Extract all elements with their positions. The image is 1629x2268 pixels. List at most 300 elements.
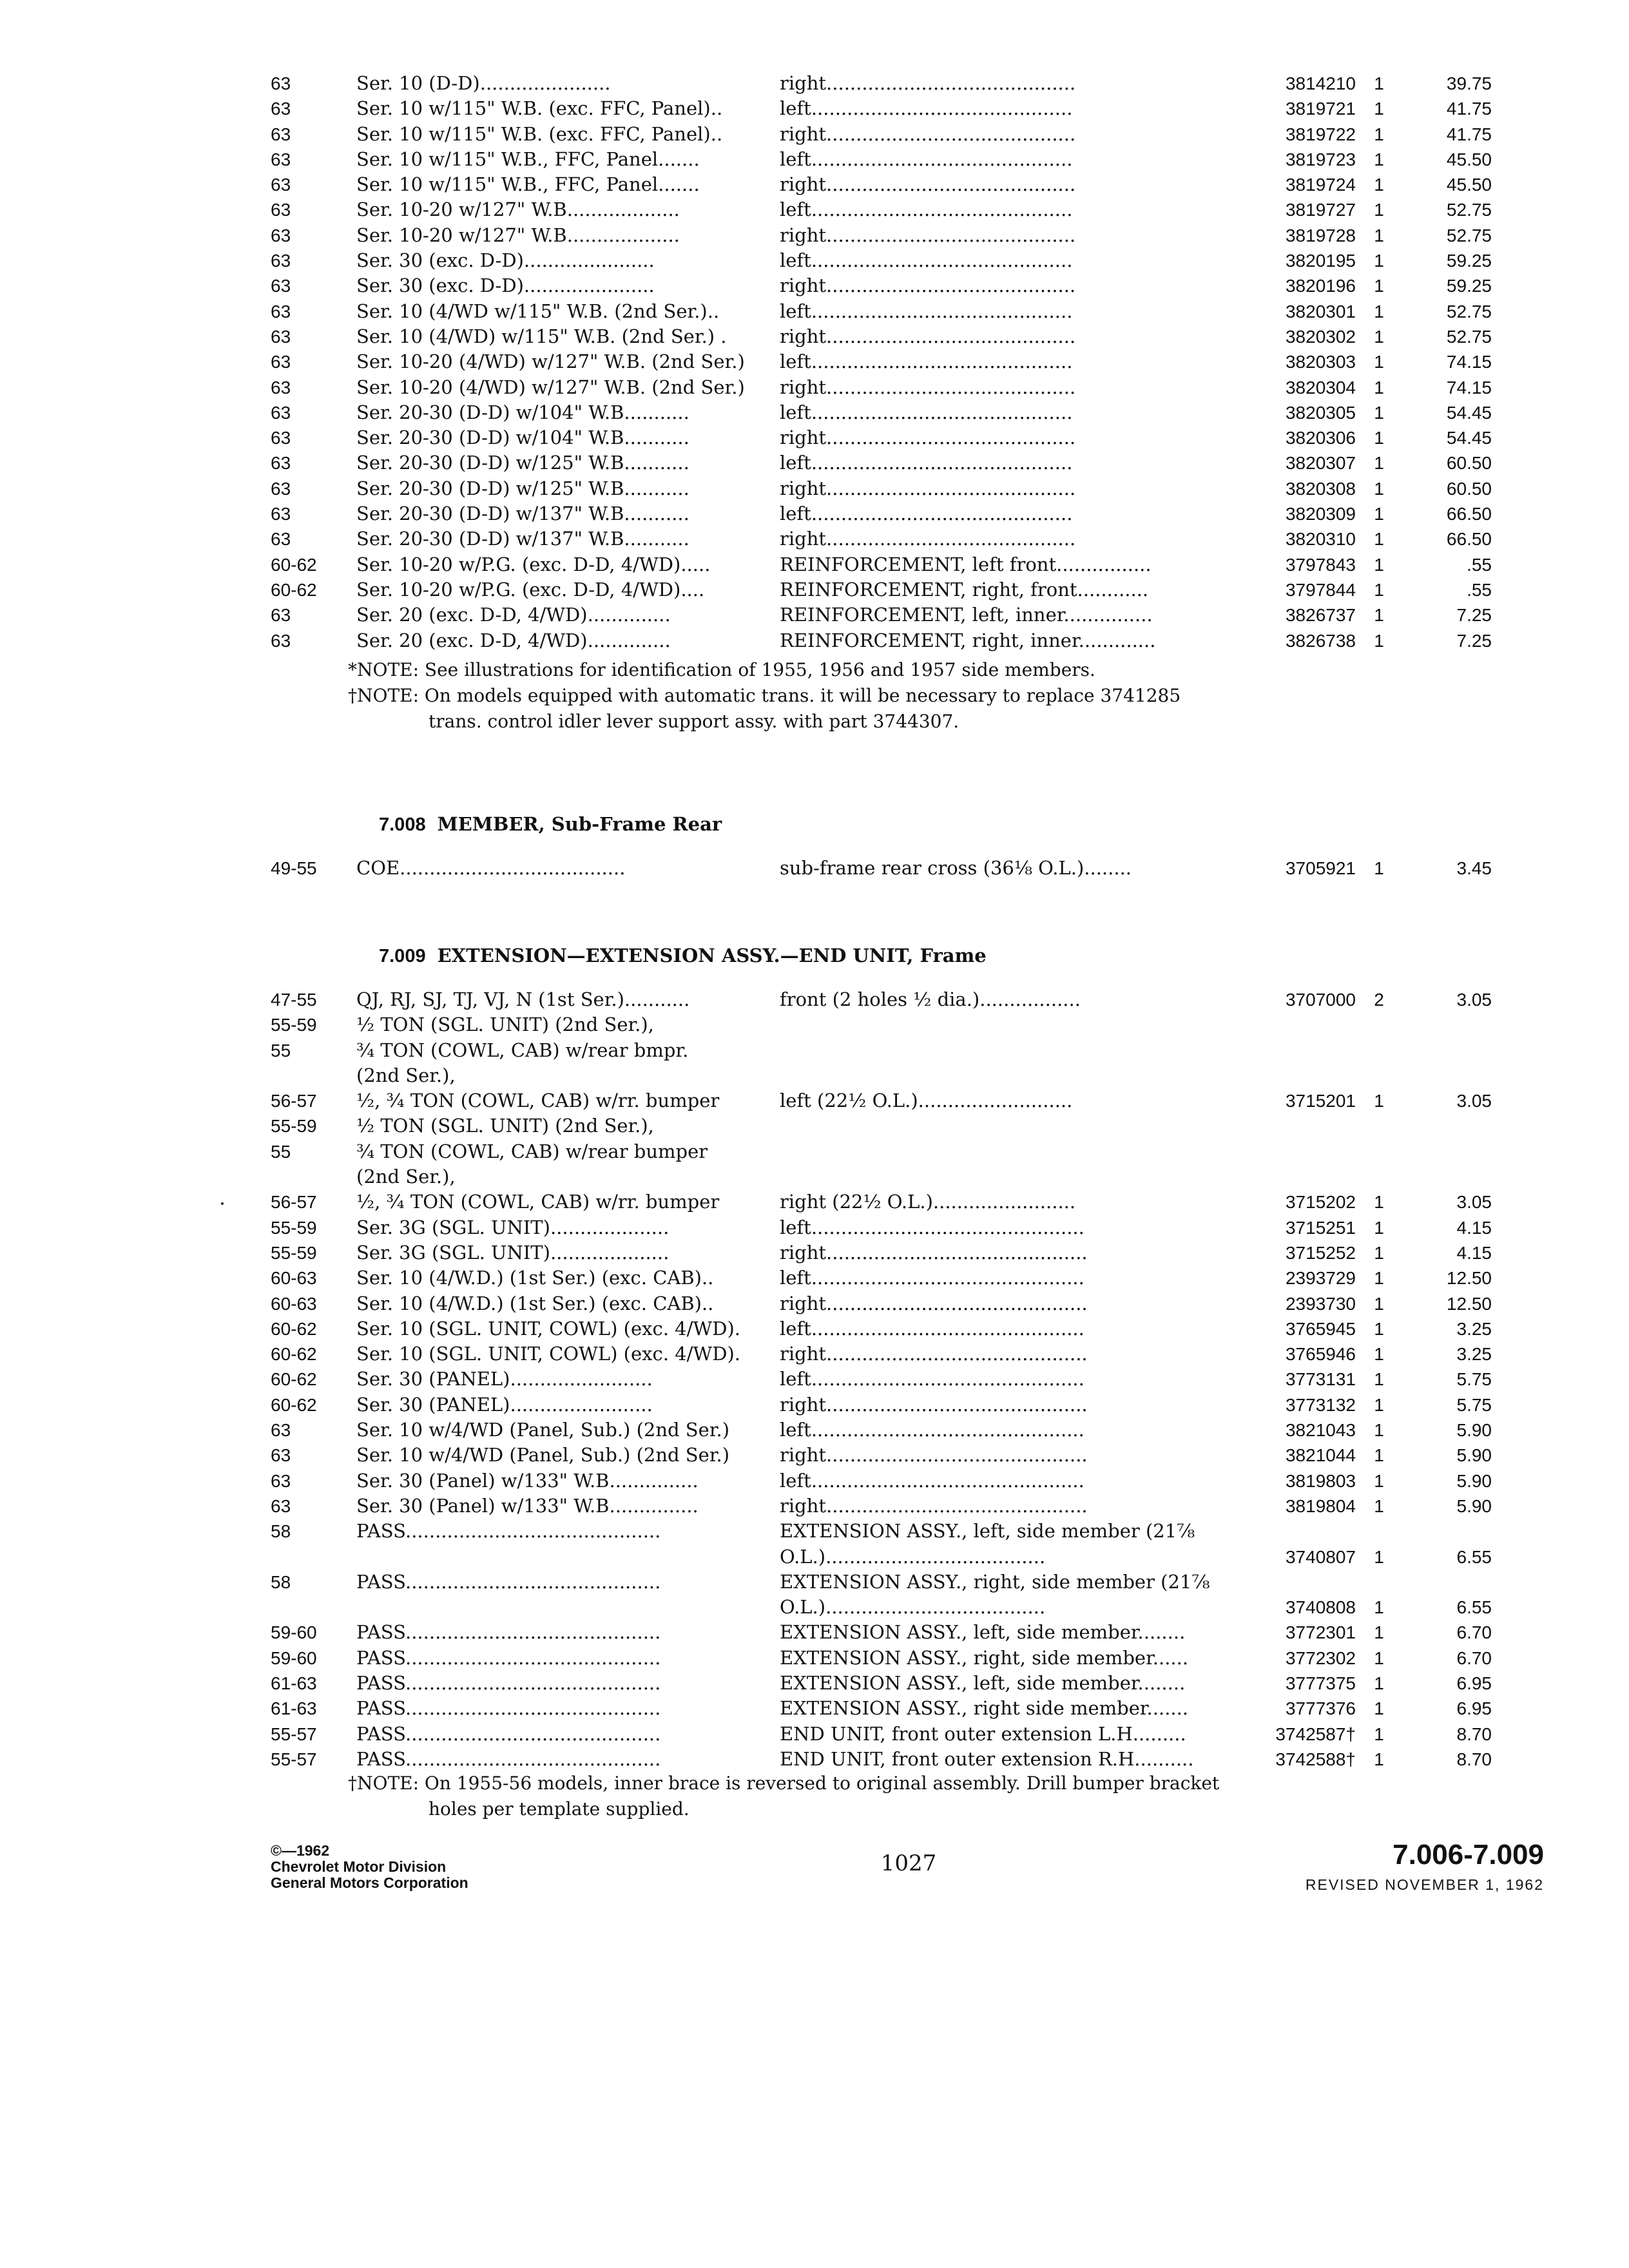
price-cell: .55 <box>1467 579 1492 600</box>
model-cell: Ser. 10 w/4/WD (Panel, Sub.) (2nd Ser.) <box>356 1419 730 1441</box>
table-row <box>271 1519 1489 1544</box>
part-number-cell: 3819722 <box>1285 124 1356 144</box>
price-cell: 6.55 <box>1456 1597 1492 1618</box>
price-cell: 66.50 <box>1446 529 1492 550</box>
part-number-cell: 2393730 <box>1285 1293 1356 1314</box>
quantity-cell: 1 <box>1374 554 1384 575</box>
year-cell: 63 <box>271 478 291 499</box>
quantity-cell: 1 <box>1374 630 1384 651</box>
description-cell: END UNIT, front outer extension L.H......... <box>780 1722 1186 1745</box>
description-cell: O.L.)..................................... <box>780 1545 1046 1568</box>
model-cell: Ser. 10-20 w/127" W.B................... <box>356 198 680 221</box>
note-inner-brace-cont: holes per template supplied. <box>429 1798 689 1820</box>
description-cell: EXTENSION ASSY., left, side member........ <box>780 1621 1186 1644</box>
section-number: 7.008 <box>379 814 426 835</box>
revision-date: REVISED NOVEMBER 1, 1962 <box>1305 1876 1544 1893</box>
table-row <box>271 1392 1492 1418</box>
price-cell: 7.25 <box>1456 630 1492 651</box>
part-number-cell: 3819803 <box>1285 1470 1356 1491</box>
year-cell: 55-59 <box>271 1217 317 1238</box>
table-row <box>271 1291 1492 1316</box>
year-cell: 55 <box>271 1040 291 1061</box>
model-cell: Ser. 20-30 (D-D) w/104" W.B........... <box>356 401 689 423</box>
model-cell: Ser. 10 (SGL. UNIT, COWL) (exc. 4/WD). <box>356 1317 740 1340</box>
quantity-cell: 1 <box>1374 1293 1384 1314</box>
model-cell: Ser. 10 w/4/WD (Panel, Sub.) (2nd Ser.) <box>356 1444 730 1466</box>
quantity-cell: 1 <box>1374 73 1384 93</box>
description-cell: right.......................................... <box>780 477 1076 499</box>
quantity-cell: 1 <box>1374 251 1384 271</box>
year-cell: 63 <box>271 276 291 296</box>
year-cell: 63 <box>271 630 291 651</box>
part-number-cell: 3777376 <box>1285 1698 1356 1719</box>
part-number-cell: 3820302 <box>1285 326 1356 347</box>
price-cell: 6.95 <box>1456 1673 1492 1694</box>
table-row <box>271 1570 1489 1595</box>
model-cell: Ser. 30 (Panel) w/133" W.B............... <box>356 1469 699 1492</box>
part-number-cell: 3772302 <box>1285 1648 1356 1668</box>
table-row <box>271 552 1492 577</box>
table-row <box>271 602 1492 628</box>
description-cell: left............................................ <box>780 503 1073 525</box>
quantity-cell: 1 <box>1374 301 1384 322</box>
model-cell: Ser. 30 (exc. D-D)...................... <box>356 274 655 297</box>
table-row <box>271 526 1492 552</box>
model-cell: Ser. 20 (exc. D-D, 4/WD).............. <box>356 629 671 651</box>
description-cell: REINFORCEMENT, left, inner............... <box>780 604 1153 626</box>
price-cell: 3.05 <box>1456 1091 1492 1111</box>
table-row <box>271 197 1492 222</box>
quantity-cell: 1 <box>1374 377 1384 398</box>
quantity-cell: 1 <box>1374 1673 1384 1694</box>
part-number-cell: 2393729 <box>1285 1268 1356 1289</box>
description-cell: right............................................ <box>780 1393 1088 1416</box>
year-cell: 63 <box>271 301 291 322</box>
table-row <box>271 1468 1492 1494</box>
model-cell: Ser. 30 (PANEL)........................ <box>356 1393 653 1416</box>
part-number-cell: 3742587† <box>1275 1724 1356 1744</box>
price-cell: 52.75 <box>1446 225 1492 245</box>
description-cell: right.......................................... <box>780 427 1076 449</box>
table-row <box>271 400 1492 425</box>
table-row <box>271 1113 1489 1139</box>
model-cell: Ser. 3G (SGL. UNIT).................... <box>356 1216 670 1238</box>
model-cell: Ser. 10 (SGL. UNIT, COWL) (exc. 4/WD). <box>356 1343 740 1365</box>
price-cell: 3.25 <box>1456 1344 1492 1365</box>
quantity-cell: 1 <box>1374 1724 1384 1744</box>
part-number-cell: 3820195 <box>1285 251 1356 271</box>
part-number-cell: 3819804 <box>1285 1495 1356 1516</box>
description-cell: REINFORCEMENT, right, inner............. <box>780 629 1156 651</box>
quantity-cell: 1 <box>1374 1192 1384 1213</box>
description-cell: right............................................ <box>780 1494 1088 1517</box>
model-cell: Ser. 10 (4/W.D.) (1st Ser.) (exc. CAB).. <box>356 1267 714 1289</box>
year-cell: 60-62 <box>271 579 317 600</box>
year-cell: 55-59 <box>271 1242 317 1263</box>
part-number-cell: 3705921 <box>1285 858 1356 878</box>
quantity-cell: 1 <box>1374 1344 1384 1365</box>
part-number-cell: 3820307 <box>1285 453 1356 474</box>
model-cell: ½ TON (SGL. UNIT) (2nd Ser.), <box>356 1115 654 1137</box>
note-inner-brace: †NOTE: On 1955-56 models, inner brace is reversed to original assembly. Drill bumper bracket <box>348 1773 1220 1794</box>
table-row <box>271 248 1492 273</box>
part-number-cell: 3820308 <box>1285 478 1356 499</box>
description-cell: right.......................................... <box>780 122 1076 145</box>
year-cell: 63 <box>271 377 291 398</box>
price-cell: 5.75 <box>1456 1369 1492 1390</box>
quantity-cell: 1 <box>1374 99 1384 119</box>
footer-copyright: ©—1962 <box>271 1842 330 1859</box>
part-number-cell: 3797844 <box>1285 579 1356 600</box>
description-cell: left............................................ <box>780 401 1073 423</box>
model-cell: (2nd Ser.), <box>356 1064 456 1086</box>
part-number-cell: 3820301 <box>1285 301 1356 322</box>
year-cell: 60-62 <box>271 1394 317 1415</box>
year-cell: 63 <box>271 175 291 195</box>
description-cell: left............................................ <box>780 97 1073 120</box>
quantity-cell: 1 <box>1374 1091 1384 1111</box>
price-cell: 3.05 <box>1456 990 1492 1010</box>
quantity-cell: 1 <box>1374 478 1384 499</box>
quantity-cell: 1 <box>1374 1749 1384 1769</box>
table-row <box>271 1494 1492 1519</box>
table-row <box>271 987 1492 1012</box>
model-cell: COE...................................... <box>356 857 626 879</box>
description-cell: right............................................ <box>780 1292 1088 1314</box>
table-row <box>271 1747 1492 1772</box>
year-cell: 63 <box>271 1420 291 1441</box>
table-row <box>271 273 1492 298</box>
year-cell: 63 <box>271 99 291 119</box>
table-row <box>271 1722 1492 1747</box>
table-row <box>271 1341 1492 1367</box>
description-cell: O.L.)..................................... <box>780 1596 1046 1619</box>
model-cell: (2nd Ser.), <box>356 1166 456 1188</box>
price-cell: 41.75 <box>1446 124 1492 144</box>
quantity-cell: 1 <box>1374 1394 1384 1415</box>
footer-division: Chevrolet Motor Division <box>271 1858 447 1875</box>
note-auto-trans: †NOTE: On models equipped with automatic trans. it will be necessary to replace 3741285 <box>348 685 1181 706</box>
description-cell: left.............................................. <box>780 1267 1084 1289</box>
description-cell: right.......................................... <box>780 274 1076 297</box>
table-row <box>271 1646 1492 1671</box>
quantity-cell: 1 <box>1374 1217 1384 1238</box>
price-cell: 12.50 <box>1446 1268 1492 1289</box>
section-3-rows <box>271 987 1492 1772</box>
quantity-cell: 1 <box>1374 858 1384 878</box>
model-cell: PASS........................................... <box>356 1672 661 1695</box>
description-cell: left.............................................. <box>780 1419 1084 1441</box>
quantity-cell: 1 <box>1374 1648 1384 1668</box>
part-number-cell: 3740808 <box>1285 1597 1356 1618</box>
year-cell: 63 <box>271 149 291 169</box>
model-cell: Ser. 10-20 (4/WD) w/127" W.B. (2nd Ser.) <box>356 351 745 373</box>
description-cell: left.............................................. <box>780 1368 1084 1390</box>
part-number-cell: 3707000 <box>1285 990 1356 1010</box>
scan-speck <box>221 1202 224 1205</box>
description-cell: left.............................................. <box>780 1317 1084 1340</box>
quantity-cell: 1 <box>1374 504 1384 524</box>
description-cell: sub-frame rear cross (36⅛ O.L.)........ <box>780 857 1132 879</box>
table-row <box>271 450 1492 476</box>
table-row <box>271 96 1492 121</box>
model-cell: PASS........................................... <box>356 1722 661 1745</box>
table-row <box>271 1696 1492 1721</box>
table-row <box>271 856 1492 881</box>
quantity-cell: 1 <box>1374 1597 1384 1618</box>
description-cell: right (22½ O.L.)........................ <box>780 1191 1076 1213</box>
year-cell: 63 <box>271 605 291 626</box>
part-number-cell: 3826737 <box>1285 605 1356 626</box>
year-cell: 60-62 <box>271 1344 317 1365</box>
part-number-cell: 3715202 <box>1285 1192 1356 1213</box>
section-heading-7008 <box>379 813 722 836</box>
price-cell: 59.25 <box>1446 276 1492 296</box>
year-cell: 63 <box>271 428 291 448</box>
part-number-cell: 3765945 <box>1285 1318 1356 1339</box>
model-cell: Ser. 10-20 w/P.G. (exc. D-D, 4/WD).... <box>356 578 705 601</box>
description-cell: right.......................................... <box>780 224 1076 246</box>
description-cell: right............................................ <box>780 1343 1088 1365</box>
quantity-cell: 1 <box>1374 1698 1384 1719</box>
quantity-cell: 1 <box>1374 149 1384 169</box>
model-cell: Ser. 10 (D-D)...................... <box>356 72 611 94</box>
description-cell: left.............................................. <box>780 1216 1084 1238</box>
price-cell: 4.15 <box>1456 1242 1492 1263</box>
description-cell: EXTENSION ASSY., left, side member (21⅞ <box>780 1520 1195 1542</box>
part-number-cell: 3820305 <box>1285 402 1356 423</box>
part-number-cell: 3819727 <box>1285 200 1356 220</box>
price-cell: 59.25 <box>1446 251 1492 271</box>
year-cell: 63 <box>271 1470 291 1491</box>
quantity-cell: 1 <box>1374 1495 1384 1516</box>
table-row <box>271 1189 1492 1215</box>
part-number-cell: 3715201 <box>1285 1091 1356 1111</box>
footer-corporation: General Motors Corporation <box>271 1874 468 1891</box>
note-auto-trans-cont: trans. control idler lever support assy. with part 3744307. <box>429 711 959 732</box>
price-cell: 5.75 <box>1456 1394 1492 1415</box>
year-cell: 63 <box>271 504 291 524</box>
quantity-cell: 1 <box>1374 605 1384 626</box>
section-2-rows <box>271 856 1492 881</box>
price-cell: 6.95 <box>1456 1698 1492 1719</box>
model-cell: Ser. 10 w/115" W.B. (exc. FFC, Panel).. <box>356 97 723 120</box>
quantity-cell: 1 <box>1374 175 1384 195</box>
table-row <box>271 425 1492 450</box>
quantity-cell: 2 <box>1374 990 1384 1010</box>
price-cell: 6.70 <box>1456 1622 1492 1643</box>
quantity-cell: 1 <box>1374 402 1384 423</box>
price-cell: 3.25 <box>1456 1318 1492 1339</box>
model-cell: Ser. 20-30 (D-D) w/104" W.B........... <box>356 427 689 449</box>
table-row <box>271 1088 1492 1113</box>
price-cell: 74.15 <box>1446 377 1492 398</box>
model-cell: Ser. 10-20 (4/WD) w/127" W.B. (2nd Ser.) <box>356 376 745 398</box>
section-heading-7009 <box>379 945 987 967</box>
part-number-cell: 3819723 <box>1285 149 1356 169</box>
quantity-cell: 1 <box>1374 1622 1384 1643</box>
year-cell: 61-63 <box>271 1673 317 1694</box>
model-cell: Ser. 10 w/115" W.B., FFC, Panel....... <box>356 173 700 196</box>
price-cell: 52.75 <box>1446 326 1492 347</box>
quantity-cell: 1 <box>1374 326 1384 347</box>
model-cell: Ser. 20-30 (D-D) w/137" W.B........... <box>356 528 689 550</box>
part-number-cell: 3814210 <box>1285 73 1356 93</box>
description-cell: left............................................ <box>780 452 1073 474</box>
description-cell: EXTENSION ASSY., right side member....... <box>780 1697 1189 1720</box>
year-cell: 59-60 <box>271 1622 317 1643</box>
part-number-cell: 3821044 <box>1285 1445 1356 1466</box>
price-cell: 39.75 <box>1446 73 1492 93</box>
section-number: 7.009 <box>379 946 426 966</box>
description-cell: left.............................................. <box>780 1469 1084 1492</box>
year-cell: 63 <box>271 73 291 93</box>
part-number-cell: 3772301 <box>1285 1622 1356 1643</box>
year-cell: 60-63 <box>271 1268 317 1289</box>
part-number-cell: 3765946 <box>1285 1344 1356 1365</box>
price-cell: 45.50 <box>1446 175 1492 195</box>
part-number-cell: 3777375 <box>1285 1673 1356 1694</box>
part-number-cell: 3773131 <box>1285 1369 1356 1390</box>
table-row <box>271 71 1492 96</box>
model-cell: PASS........................................... <box>356 1646 661 1669</box>
part-number-cell: 3820306 <box>1285 428 1356 448</box>
table-row <box>271 1038 1489 1063</box>
price-cell: 6.70 <box>1456 1648 1492 1668</box>
year-cell: 58 <box>271 1571 291 1592</box>
price-cell: 7.25 <box>1456 605 1492 626</box>
quantity-cell: 1 <box>1374 352 1384 372</box>
price-cell: 60.50 <box>1446 453 1492 474</box>
section-1-rows <box>271 71 1492 653</box>
table-row <box>271 223 1492 248</box>
quantity-cell: 1 <box>1374 529 1384 550</box>
price-cell: 6.55 <box>1456 1546 1492 1567</box>
year-cell: 61-63 <box>271 1698 317 1719</box>
table-row <box>271 628 1492 653</box>
description-cell: left (22½ O.L.).......................... <box>780 1090 1073 1112</box>
model-cell: Ser. 10 (4/WD w/115" W.B. (2nd Ser.).. <box>356 300 720 322</box>
section-title: EXTENSION—EXTENSION ASSY.—END UNIT, Frame <box>437 945 987 966</box>
description-cell: EXTENSION ASSY., right, side member...... <box>780 1646 1189 1669</box>
price-cell: 54.45 <box>1446 428 1492 448</box>
year-cell: 63 <box>271 225 291 245</box>
year-cell: 60-62 <box>271 554 317 575</box>
year-cell: 60-62 <box>271 1318 317 1339</box>
table-row <box>271 172 1492 197</box>
price-cell: 5.90 <box>1456 1420 1492 1441</box>
year-cell: 63 <box>271 124 291 144</box>
page-number: 1027 <box>880 1850 937 1876</box>
part-number-cell: 3819724 <box>1285 175 1356 195</box>
model-cell: ¾ TON (COWL, CAB) w/rear bmpr. <box>356 1039 689 1061</box>
description-cell: END UNIT, front outer extension R.H.......... <box>780 1747 1194 1770</box>
model-cell: Ser. 20-30 (D-D) w/125" W.B........... <box>356 452 689 474</box>
price-cell: 4.15 <box>1456 1217 1492 1238</box>
part-number-cell: 3715252 <box>1285 1242 1356 1263</box>
price-cell: 8.70 <box>1456 1724 1492 1744</box>
model-cell: Ser. 20 (exc. D-D, 4/WD).............. <box>356 604 671 626</box>
table-row <box>271 122 1492 147</box>
year-cell: 56-57 <box>271 1192 317 1213</box>
quantity-cell: 1 <box>1374 1420 1384 1441</box>
part-number-cell: 3773132 <box>1285 1394 1356 1415</box>
description-cell: left............................................ <box>780 198 1073 221</box>
footer-publisher <box>271 1843 468 1891</box>
description-cell: right............................................ <box>780 1241 1088 1264</box>
price-cell: 3.05 <box>1456 1192 1492 1213</box>
model-cell: Ser. 10 w/115" W.B. (exc. FFC, Panel).. <box>356 122 723 145</box>
model-cell: Ser. 30 (PANEL)........................ <box>356 1368 653 1390</box>
table-row <box>271 1620 1492 1645</box>
year-cell: 56-57 <box>271 1091 317 1111</box>
table-row <box>271 1544 1492 1570</box>
price-cell: 5.90 <box>1456 1495 1492 1516</box>
price-cell: 8.70 <box>1456 1749 1492 1769</box>
year-cell: 63 <box>271 251 291 271</box>
model-cell: Ser. 30 (exc. D-D)...................... <box>356 249 655 272</box>
quantity-cell: 1 <box>1374 124 1384 144</box>
model-cell: ½ TON (SGL. UNIT) (2nd Ser.), <box>356 1014 654 1036</box>
price-cell: 52.75 <box>1446 200 1492 220</box>
year-cell: 63 <box>271 402 291 423</box>
table-row <box>271 147 1492 172</box>
table-row <box>271 375 1492 400</box>
table-row <box>271 1671 1492 1696</box>
table-row <box>271 476 1492 501</box>
part-number-cell: 3797843 <box>1285 554 1356 575</box>
model-cell: Ser. 10-20 w/127" W.B................... <box>356 224 680 246</box>
year-cell: 63 <box>271 453 291 474</box>
year-cell: 58 <box>271 1521 291 1542</box>
table-row <box>271 1418 1492 1443</box>
quantity-cell: 1 <box>1374 1318 1384 1339</box>
description-cell: REINFORCEMENT, right, front............ <box>780 578 1149 601</box>
year-cell: 55-59 <box>271 1015 317 1035</box>
year-cell: 63 <box>271 1445 291 1466</box>
model-cell: PASS........................................... <box>356 1621 661 1644</box>
model-cell: ½, ¾ TON (COWL, CAB) w/rr. bumper <box>356 1191 720 1213</box>
model-cell: QJ, RJ, SJ, TJ, VJ, N (1st Ser.)........... <box>356 988 690 1010</box>
description-cell: right.......................................... <box>780 325 1076 347</box>
quantity-cell: 1 <box>1374 1268 1384 1289</box>
table-row <box>271 1443 1492 1468</box>
part-number-cell: 3715251 <box>1285 1217 1356 1238</box>
part-number-cell: 3820303 <box>1285 352 1356 372</box>
year-cell: 59-60 <box>271 1648 317 1668</box>
table-row <box>271 1139 1489 1164</box>
year-cell: 55-57 <box>271 1749 317 1769</box>
model-cell: Ser. 20-30 (D-D) w/137" W.B........... <box>356 503 689 525</box>
section-range: 7.006-7.009 <box>1393 1839 1544 1870</box>
price-cell: .55 <box>1467 554 1492 575</box>
description-cell: right.......................................... <box>780 72 1076 94</box>
quantity-cell: 1 <box>1374 1242 1384 1263</box>
year-cell: 55-57 <box>271 1724 317 1744</box>
quantity-cell: 1 <box>1374 200 1384 220</box>
description-cell: left............................................ <box>780 148 1073 170</box>
table-row <box>271 1164 1489 1189</box>
table-row <box>271 1367 1492 1392</box>
table-row <box>271 1063 1489 1088</box>
year-cell: 60-62 <box>271 1369 317 1390</box>
model-cell: Ser. 10 (4/WD) w/115" W.B. (2nd Ser.) . <box>356 325 727 347</box>
model-cell: Ser. 10 w/115" W.B., FFC, Panel....... <box>356 148 700 170</box>
part-number-cell: 3826738 <box>1285 630 1356 651</box>
table-row <box>271 1595 1492 1620</box>
table-row <box>271 501 1492 526</box>
model-cell: ½, ¾ TON (COWL, CAB) w/rr. bumper <box>356 1090 720 1112</box>
